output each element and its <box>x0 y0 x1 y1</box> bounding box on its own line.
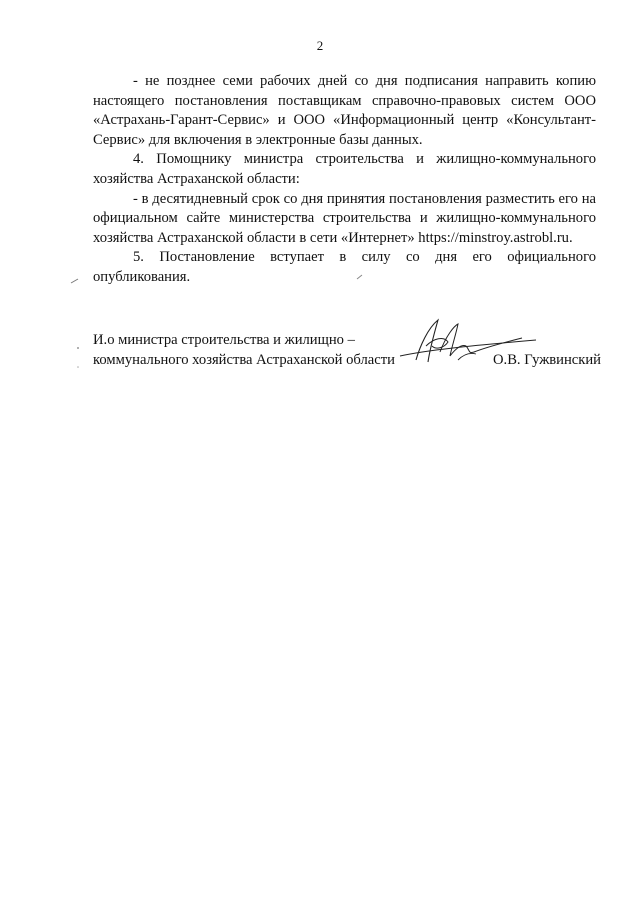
scan-speck-right <box>356 274 364 280</box>
scan-speck-left-lower <box>75 364 81 370</box>
signature-block <box>93 330 603 370</box>
paragraph-assistant-instruction: 4. Помощнику министра строительства и жилищно-коммунального хозяйства Астраханской области: <box>93 151 596 187</box>
signer-name: О.В. Гужвинский <box>493 352 601 368</box>
page-number: 2 <box>316 38 324 53</box>
paragraph-entry-into-force: 5. Постановление вступает в силу со дня его официального опубликования. <box>93 249 596 285</box>
scan-speck-left-upper <box>70 278 80 284</box>
document-body <box>93 72 596 288</box>
handwritten-signature <box>398 316 538 366</box>
paragraph-publication-deadline: - не позднее семи рабочих дней со дня подписания направить копию настоящего постановления поставщикам справочно-правовых систем ООО «Астрахань-Гарант-Сервис» и ООО «Информационный центр «Консультант-Сервис» для включения в электронные базы данных. <box>93 73 596 148</box>
paragraph-website-posting: - в десятидневный срок со дня принятия постановления разместить его на официальном сайте министерства строительства и жилищно-коммунального хозяйства Астраханской области в сети «Интернет» https://minstroy.astrobl.ru. <box>93 190 596 246</box>
scan-speck-left-middle <box>75 345 81 351</box>
signer-position-line-1: И.о министра строительства и жилищно – <box>93 332 355 348</box>
signer-position-line-2: коммунального хозяйства Астраханской области <box>93 352 395 368</box>
